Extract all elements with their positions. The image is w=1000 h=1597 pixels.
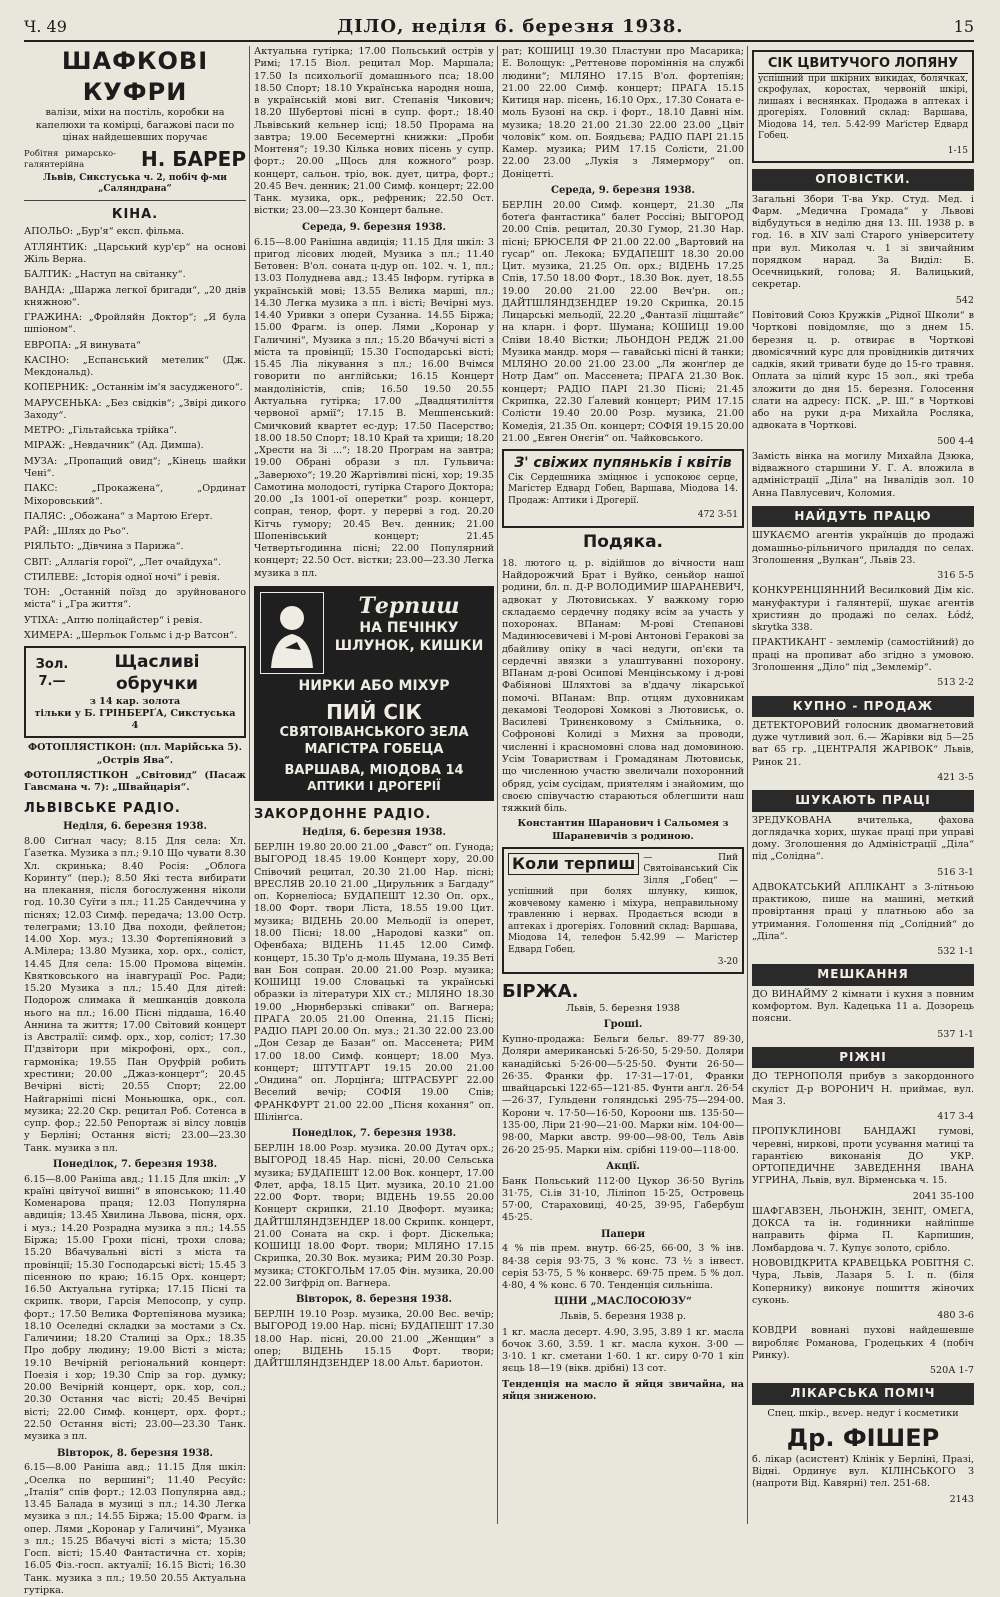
maslosoyuz-body: 1 кг. масла десерт. 4.90, 3.95, 3.89 1 кг. масла бочок 3.60, 3.59. 1 кг. масла кухон. 3·00 — 3·10. 1 кг. сметани 1·60. 1 кг. сиру 0·70 1 кіп яєць 18—19 (вікв. дрібні) 13 сот. <box>502 1326 744 1375</box>
koly-title: Коли терпиш <box>508 853 639 875</box>
radio-program: 6.15—8.00 Ранішна авдиція; 11.15 Для шкіл: 3 пригод лісових людей, Музика з пл.; 11.40 Бетовен: В'ол. соната ц-дур оп. 102. ч. 1, пл.; 13.03 Полуднева авд.; 13.45 Інформ. гутірка в українській мові; 13.55 Велика марші, пл.; 14.30 Легка музика з пл. і вісті; Вечірні муз. 14.40 Уривки з опери Сузанна. 14.55 Біржа; 15.00 Фрагм. із опер. Лями „Коронар у Галичині“, Музика з пл.; 15.20 Вбачучі вісті з міста та провінції; 15.30 Господарські вісті; 15.45 Ліа лікування з пл.; 16.00 Вчімся говорити по англійськи; 16.15 Концерт мандоліністів, спів; 16.50 19.50 20.55 Актуальна гутірка; 17.00 „Двадцятиліття червоної армії“; 17.15 В. Мешпенський: Смичковий квартет ес-дур; 17.50 Пасерство; 18.00 18.50 Спорт; 18.10 Край та хрищи; 18.20 „Хрести на Зі ...“; 18.20 Програм на завтра; 19.00 Обрані образи з пл. Гульвича: „Заверюхо“; 19.20 Жартівливі пісні, хор; 19.35 Самотина молодості, гутірка Старого Доктора; 20.00 „Із 1001-ої оперетки“ розр. концерт, сопран, тенор, форт. у перерві з год. 20.20 Кітчь гумору; 20.45 Веч. денник; 21.00 Шопенівський концерт; 21.45 Четвертьгодинна пісні; 22.00 Популярний концерт; 22.50 Ост. вістки; 23.00—23.30 Легка музика з пл. <box>254 236 494 579</box>
lviv-radio-title: ЛЬВІВСЬКЕ РАДІО. <box>24 800 181 816</box>
kina-item: КАСІНО: „Еспанський метелик“ (Дж. Мекдональд). <box>24 354 246 379</box>
ad-body: АДВОКАТСЬКИЙ АПЛІКАНТ з 3-літньою практикою, пише на машині, меткий провіртання праці у платньою або за утримання. Голошення під „Солідний“ до „Діла“. <box>752 881 974 942</box>
ad-code: 537 1-1 <box>937 1028 974 1040</box>
rings-firm: тільки у Б. ГРІНБЕРҐА, Сикстуська 4 <box>34 707 236 732</box>
ad-body: ДО ВИНАЙМУ 2 кімнати і кухня з повним комфортом. Вул. Кадецька 11 а. Дозорець поясни. <box>752 988 974 1025</box>
ad-body: ПРАКТИКАНТ - землемір (самостійний) до праці на пропиват або згідно з умовою. Зголошення „Діло“ під „Землемір“. <box>752 637 974 673</box>
ad-code: 513 2-2 <box>937 677 974 689</box>
rings-ad <box>24 646 246 738</box>
kufry-title: ШАФКОВІ КУФРИ <box>61 47 209 106</box>
kina-item: АПОЛЬО: „Бур'я“ експ. фільма. <box>24 226 185 238</box>
likar-sub: Спец. шкір., вενер. недуг і косметики <box>767 1407 959 1419</box>
page-number-left: Ч. 49 <box>24 16 67 36</box>
birzha-title: БІРЖА. <box>502 981 579 1003</box>
prac-title: НАЙДУТЬ ПРАЦЮ <box>752 506 974 527</box>
kina-item: ПАЛЯС: „Обожана“ з Мартою Еґерт. <box>24 510 213 522</box>
kina-item: ЕВРОПА: „Я винувата“ <box>24 339 141 351</box>
birzha-date: Львів, 5. березня 1938 <box>566 1003 680 1015</box>
terpysh-line: АПТИКИ І ДРОГЕРІЇ <box>307 779 441 794</box>
groshi-title: Гроші. <box>603 1019 643 1031</box>
radio-program: 8.00 Сиґнал часу; 8.15 Для села: Хл. Ґазетка. Музика з пл.; 9.10 Що чувати 8.30 Хл. скринька; 8.40 Росія: „Облога Коринту“ (пер.); 8.50 Які теста вибирати на плекання, після богослуження ніколи год. 10.30 Суїти з пл.; 11.25 Сандеччина у піснях; 12.03 Симф. передача; 13.00 Остр. телеграми; 13.10 Два походи, фейлетон; 14.00 Хор. муз.; 13.30 Фортепіяновий з А.Мілера; 13.80 Музика, хор. орх., соліст, 14.45 Для села: 15.00 Промова віцемін. Квятковського на інавгурації Рос. Ради; 15.20 Музика з пл.; 15.40 Для дітей: Подорож слимака й мешканців довкола нього на пл.; 16.00 Пісні піддаша, 16.40 Аннина та життя; 17.00 Світовий концерт із Австралії: симф. орх., хор, соліст; 17.30 П'дзвітори при мікрофоні, орх., сол., гармоніка; 19.55 Пан Оруфрій робить хрестини; 20.00 „Джаз-концерт“; 20.45 Вечірні вісті; 20.55 Спорт; 22.00 Найгарніші пісні Моньюшка, орк., сол. музика; 22.20 Скр. рецитал Роб. Сотенса в супр. фор.; 22.50 Репортаж зі вілсу ловців у Берліні; Остання вісті; 23.00—23.30 Танк. музика з пл. <box>24 835 246 1154</box>
ad-body: ШАФГАВЗЕН, ЛЬОНЖІН, ЗЕНІТ, ОМЕГА, ДОКСА та ін. годинники найліпше направить фірма П. Карпишин, Ломбардова ч. 7. Купує золото, срібло. <box>752 1205 974 1254</box>
foto-1: ФОТОПЛЯСТІКОН: (пл. Марійська 5). „Острів Ява“. <box>28 742 242 766</box>
kina-item: ВАНДА: „Шаржа легкої бригади“, „20 днів княжною“. <box>24 284 246 308</box>
likar-title: ЛІКАРСЬКА ПОМІЧ <box>752 1383 974 1404</box>
column-divider <box>497 46 498 1524</box>
radio-program: БЕРЛІН 20.00 Симф. концерт, 21.30 „Ля ботеґа фантастика“ балет Россіні; ВЫГОРОД 20.00 Спів. рецитал, 20.30 Гумор, 21.30 Нар. пісні; БРЮСЕЛЯ ФР 21.00 22.00 „Вартовий на гусар“ оп. Лекока; БУДАПЕШТ 18.30 20.00 Цит. музика, 21.25 Оп. орх.; ВІДЕНЬ 17.25 Спів, 17.50 18.00 Форт., 18.30 Вок. дует, 18.55 19.00 20.00 21.00 22.00 Веч'рн. оп.; ДАЙТШЛЯНДЗЕНДЕР 19.20 Скрипка, 20.15 Лицарські мельодії, 22.20 „Фантазії ліцштайє“ на кларн. і форт. Шумана; КОШИЦІ 19.00 Співи 18.40 Вістки; ЛЬОНДОН РЕДЖ 21.00 Музика мандр. моря — гавайські пісні й танки; МІЛЯНО 20.00 21.00 23.00 „Ля жонґлер де Нотр Дам“ оп. Массенета; ПРАГА 21.30 Вок. концерт; РАДІО ПАРІ 21.30 Пісні; 21.45 Скрипка, 22.30 Ґалевий концерт; РИМ 17.15 Солісти 19.40 20.00 Розр. музика, 21.00 Комедія, 21.35 Оп. концерт; СОФІЯ 19.15 20.00 21.00 „Евген Онєгін“ оп. Чайковського. <box>502 199 744 444</box>
opov-code: 500 4-4 <box>937 435 974 447</box>
kina-list <box>24 226 246 642</box>
sik-body: успішний при шкірних викидах, болячках, скрофулах, коростах, червоній шкірі, лишаях і веснянках. Продажа в аптеках і дрогеріях. Головний склад: Варшава, Міодова 14, тел. 5.42-99 Маґістер Едвард Гобец. <box>758 73 968 142</box>
kina-item: МАРУСЕНЬКА: „Без свідків“; „Звірі дикого Заходу“. <box>24 397 246 421</box>
radio-program: 6.15—8.00 Раніша авд.; 11.15 Для шкіл: „У країні цвітучої вишні“ в японською; 11.40 Коменарова праця; 12.03 Популярна авдиція; 13.45 Хвилина Львова, пісня, орх. і муз.; 14.20 Розрадна музика з пл.; 14.55 Біржа; 15.00 Грохи пісні, трохи слова; 15.20 Вбачувальні вісті з міста та провінції; 15.30 Господарські вісті; 15.45 З пісенною по краю; 16.15 Орх. концерт; 16.50 Актуальна гутірка; 17.15 Пісні та скрипк. твори, Гарсія Мепосопр, у супр. форт.; 17.50 Велика Фортепіянова музика; 18.10 Оселедні складки за мостами з Сх. Галичини; 18.20 Сталиці за Орх.; 18.35 Про добру людину; 19.00 Вісті з міста; 19.10 Вечірній регіональний концерт: Поезія і хор; 19.30 Спір за гор. думку; 20.00 Вечірній концерт, орк. хор, сол.; 20.30 Остання час вісті; 20.45 Вечірні вісті; 22.00 Симф. концерт, орх. форт.; 22.50 Остання вісті; 23.00—23.30 Танк. музика з пл. <box>24 1173 246 1443</box>
kufry-name: Н. БАРЕР <box>141 147 246 172</box>
kupno-title: КУПНО - ПРОДАЖ <box>752 696 974 717</box>
ad-body: КОНКУРЕНЦІЯННИЙ Весилковий Дім кіс. мануфактури і ґалянтерії, шукає агентів християн до продажі по селах. Łódź, skrytka 338. <box>752 585 974 634</box>
ad-code: 520А 1-7 <box>929 1365 974 1377</box>
ad-code: 2041 35-100 <box>912 1190 974 1202</box>
opovistky-title: ОПОВІСТКИ. <box>752 169 974 190</box>
kina-item: ХИМЕРА: „Шерльок Гольмс і д-р Ватсон“. <box>24 629 238 641</box>
maslosoyuz-note: Тенденція на масло й яйця звичайна, на яйця зниженою. <box>502 1378 744 1402</box>
opov-body: Повітовий Союз Кружків „Рідної Школи“ в Чорткові повідомляє, що з днем 15. березня ц. р. отвирає в Чорткові двомісячний курс для провідників дитячих садків, який тривати буде до 15-го травня. Оплата за цілий курс 15 зол., які треба зложити до дня 15. березня. Голосення слати на адресу: ПСК. „Р. Ш.“ в Чорткові або на руки д-ра Михайла Росляка, адвоката в Чорткові. <box>752 309 974 432</box>
shuk-title: ШУКАЮТЬ ПРАЦІ <box>752 790 974 811</box>
column-divider <box>249 46 250 1524</box>
papery-body: 4 % пів прем. внутр. 66·25, 66·00, 3 % інв. 84·38 серія 93·75, 3 % конс. 73 ½ з інвест. серія 53·75, 5 % конверс. 69·75 прем. 5 % дол. 4·80, 4 % конс. 6 70. Тенденція сильніша. <box>502 1243 744 1292</box>
ad-body: НОВОВІДКРИТА КРАВЕЦЬКА РОБІТНЯ С. Чура, Львів, Лазаря 5. І. п. (біля Копернику) виконує пошиття жіночих суконь. <box>752 1257 974 1306</box>
akcii-body: Банк Польський 112·00 Цукор 36·50 Вугіль 31·75, Сі.ів 31·10, Ліліпоп 15·25, Островець 57·00, Стараховиці, 40·25, 39·95, Габербуш 45·25. <box>502 1175 744 1224</box>
maslosoyuz-date: Львів, 5. березня 1938 р. <box>559 1311 687 1323</box>
day-heading: Вівторок, 8. березня 1938. <box>56 1447 214 1459</box>
opov-body: Загальні Збори Т-ва Укр. Студ. Мед. і Фарм. „Медична Громада“ у Львові відбудуться в неділю дня 13. III. 1938 р. в год. 16. в XIV залі Старого університету при вул. Миколая ч. 1 зі звичайним порядком нарад. За Виділ: Б. Осечницький, голова; Я. Валицький, секретар. <box>752 193 974 291</box>
opov-code: 542 <box>955 294 974 306</box>
terpysh-line: ШЛУНОК, КИШКИ <box>334 638 484 655</box>
flowers-ad <box>502 449 744 528</box>
kina-item: АТЛЯНТИК: „Царський кур'єр“ на основі Жіль Верна. <box>24 241 246 266</box>
foreign-radio-title: ЗАКОРДОННЕ РАДІО. <box>254 806 432 822</box>
terpysh-line: НИРКИ АБО МІХУР <box>298 677 450 694</box>
kufry-ad <box>24 46 246 196</box>
kina-title: КІНА. <box>111 206 159 222</box>
kina-item: МЕТРО: „Гільтайська трійка“. <box>24 425 177 437</box>
ad-code: 316 5-5 <box>937 570 974 582</box>
day-heading: Середа, 9. березня 1938. <box>551 184 695 196</box>
papery-title: Папери <box>600 1228 645 1240</box>
column-3 <box>502 46 744 1524</box>
kina-item: МУЗА: „Пропащий овид“; „Кінець шайки Чені“. <box>24 455 246 479</box>
terpysh-line: ВАРШАВА, МІОДОВА 14 <box>284 762 464 778</box>
likar-body: б. лікар (асистент) Клінік у Берліні, Празі, Відні. Ординує вул. КІЛІНСЬКОГО З (напроти Від. Кавярні) тел. 251-68. <box>752 1453 974 1490</box>
rings-sub: з 14 кар. золота <box>89 695 181 707</box>
kufry-address: Львів, Сикстуська ч. 2, побіч ф-ми „Саляндрана“ <box>43 172 227 195</box>
groshi-body: Купно-продажа: Бельги бельг. 89·77 89·30, Доляри американські 5·26·50, 5·29·50. Доляри канадійські 5·26·00—5·25·50. Фунти 26·50—26·35. Франки фр. 17·31—17·01, Франки швайцарські 122·65—121·85. Фунти анґл. 26·54—26·37, Гульдени голяндські 295·75—294·00. Корони ч. 17·50—16·50, Короони шв. 135·50—135·00, Ліри 21·90—21·00. Марки нім. 104·00—98·00, Марки австр. 99·00—98·00, Тель Авів 26·20 25·95. Марки нім. срібні 119·00—118·00. <box>502 1034 744 1156</box>
sik-lopyanu-ad <box>752 50 974 163</box>
ad-code: 417 3-4 <box>937 1111 974 1123</box>
ad-code: 421 3-5 <box>937 771 974 783</box>
rizhni-title: РІЖНІ <box>752 1047 974 1068</box>
man-portrait-icon <box>260 592 324 674</box>
sik-code: 1-15 <box>947 145 968 156</box>
podyaka-sign: Константин Шаранович і Сальомея з Шараневичів з родиною. <box>517 818 729 842</box>
day-heading: Неділя, 6. березня 1938. <box>63 821 207 833</box>
maslosoyuz-title: ЦІНИ „МАСЛОСОЮЗУ“ <box>554 1296 692 1308</box>
radio-program: БЕРЛІН 19.80 20.00 21.00 „Фавст“ оп. Гунода; ВЫГОРОД 18.45 19.00 Концерт хору, 20.00 Співочий рецитал, 20.30 21.00 Нар. пісні; ВРЕСЛЯВ 20.10 21.00 „Цирульник з Багдаду“ оп. Корнеліоса; БУДАПЕШТ 12.30 Оп. орх., 18.00 Форт. твори Ліста, 18.55 19.00 Цит. музика; ВІДЕНЬ 20.00 Мельодії із оперет, 18.00 Пісні; 18.00 „Народові казки“ оп. Офенбаха; ВІДЕНЬ 11.45 12.00 Симф. концерт, 15.30 Тр'о д-моль Шумана, 19.35 Веті ван Бон сопран. 20.00 21.00 Розр. музика; КОШИЦІ 19.00 Словацькі та українські образки із літератури ХІХ ст.; МІЛЯНО 18.30 19.00 „Нюрнберзькі співаки“ оп. Вагнера; ПРАГА 20.05 21.00 Опенна, 21.15 Пісні; РАДІО ПАРІ 20.00 Оп. муз.; 21.30 22.00 23.00 „Дон Сезар де Базан“ оп. Массенета; РИМ 17.00 18.00 Симф. концерт; 18.00 Муз. концерт; ШТУТГАРТ 19.15 20.00 21.00 „Ондина“ оп. Лорцінґа; ШТРАСБУРГ 22.00 Веселий вечір; СОФІЯ 19.00 Спів; ФРАНКФУРТ 21.00 22.00 „Пісня кохання“ оп. Шілінґса. <box>254 842 494 1123</box>
ad-body: ДО ТЕРНОПОЛЯ прибув з закордонного скуліст Д-р ВОРОНИЧ Н. приймає, вул. Мая 3. <box>752 1071 974 1107</box>
kina-item: СТИЛЕВЕ: „Історія одної ночі“ і ревія. <box>24 571 220 583</box>
terpysh-line: СВЯТОІВАНСЬКОГО ЗЕЛА <box>279 725 469 741</box>
podyaka-body: 18. лютого ц. р. відійшов до вічности наш Найдорожчий Брат і Вуйко, сеньйор нашої родини, бл. п. Д-Р ВОЛОДИМИР ШАРАНЕВИЧ, адвокат у Лютовиськах. У важкому горю складаємо сердечну подяку всім за участь у похоронах. ВПанам: М-рові Степанові Мадинюсевичеві і М-рові Антонові Геракові за дбайливу опіку в часі недуги, оп'єки та сердечні звязки з улаштуванні похорону. ВПанам д-рові Осипові Менцінському і д-рові Фабіянові Шляхтові за в'ддачу лікарської помочі. ВПанам: Впр. отцям духовникам декамові Теодорові Хомкові з Лютовиськ, о. Василеві Тринєнковому з Смільника, о. Софронові Колиді з Михня за проводи, численні і красномовні слова над домовиною. Усім Товариствам і Громадянам Лютовиськ, що численною участю звеличали похоронний обряд, усім сусідам, приятелям і знайомим, що своєю співучастю стараються облегшити наш тяжкий біль. <box>502 557 744 815</box>
day-heading: Середа, 9. березня 1938. <box>302 221 446 233</box>
koly-code: 3-20 <box>717 956 738 967</box>
radio-program: рат; КОШИЦІ 19.30 Пластуни про Масарика; Е. Волощук: „Реттенове пороміннія на службі людини“; МІЛЯНО 17.15 В'ол. фортепіян; 21.00 22.00 Симф. концерт; ПРАГА 15.15 Китиця нар. пісень, 16.10 Орх., 17.30 Соната е-моль Бузоні на скр. і форт., 18.10 Давні нім. музика; 18.20 21.00 21.30 22.00 23.00 „Цвіт чоловік“ ком. оп. Боядьєва; РАДІО ПАРІ 21.15 Камер. музика; РИМ 17.15 Солісти, 21.00 22.00 23.00 „Лукія з Лямермору“ оп. Доніцетті. <box>502 46 744 180</box>
ad-code: 516 3-1 <box>937 866 974 878</box>
likar-name: Др. ФІШЕР <box>786 1424 940 1452</box>
akcii-title: Акції. <box>606 1160 640 1172</box>
ad-body: ДЕТЕКТОРОВИЙ голосник двомагнетовий дуже чутливий зол. 6.— Жарівки від 5—25 ват 65 гр. „ЦЕНТРАЛЯ ЖАРІВОК“ Львів, Ринок 21. <box>752 719 974 768</box>
column-1 <box>24 46 246 1596</box>
podyaka-title: Подяка. <box>582 532 664 552</box>
kina-item: СВІТ: „Аллагія горої“, „Лет очайдуха“. <box>24 556 221 568</box>
kina-item: ТОН: „Останній поїзд до зруйнованого міста“ і „Гра життя“. <box>24 587 246 611</box>
rings-title: Щасливі обручки <box>114 652 200 694</box>
column-2 <box>254 46 494 1524</box>
ad-body: ПРОПУКЛИНОВІ БАНДАЖІ гумові, черевні, ниркові, проти усування матиці та гарантією виконанія ДО УКР. ОРТОПЕДИЧНЕ ЗАВЕДЕННЯ ІВАНА УГРИНА, Львів, вул. Вірменська ч. 15. <box>752 1126 974 1187</box>
terpysh-ad <box>254 586 494 801</box>
flowers-body: Сік Сердешника зміцнює і успокоює серце, Магістер Едвард Гобец, Варшава, Міодова 14. Продаж: Аптики і Дрогерії. <box>508 472 738 506</box>
kina-item: РІЯЛЬТО: „Дівчина з Парижа“. <box>24 541 184 553</box>
ad-body: ЗРЕДУКОВАНА вчителька, фахова доглядачка хорих, шукає праці при управі дому. Зголошення до Адміністрації „Діла“ під „Солідна“. <box>752 814 974 863</box>
sik-title: СІК ЦВИТУЧОГО ЛОПЯНУ <box>758 56 968 74</box>
likar-code: 2143 <box>949 1493 974 1505</box>
day-heading: Вівторок, 8. березня 1938. <box>295 1294 453 1306</box>
day-heading: Неділя, 6. березня 1938. <box>302 827 446 839</box>
kina-item: КОПЕРНИК: „Останнім ім'я засудженого“. <box>24 382 243 394</box>
radio-program: Актуальна гутірка; 17.00 Польський острів у Римі; 17.15 Віол. рецитал Мор. Маршала; 17.50 Із психольоґії домашнього пса; 18.00 18.50 Спорт; 18.10 Українська народня ноша, в українській мові виг. Степанія Чикович; 18.20 Шубертові пісні в супр. форт.; 18.40 Львівський кельнер ісці; 18.50 Прорама на завтра; 19.00 Бесемертні книжки: „Проби Монтеня“; 19.30 Кілька нових пісень у супр. форт.; 20.00 „Щось для кожного“ розр. концерт, сальон. тріо, вок. дует, цитра, форт.; 20.45 Веч. денник; 21.00 Симф. концерт; 22.00 Танк. музика, орк., рефреник; 22.50 Ост. вістки; 23.00—23.30 Концерт бальне. <box>254 46 494 217</box>
koly-body: — Пий Святоіванський Сік Зілля „Гобец“ — успішний при болях шлунку, кишок, жовчевому каменю і міхура, неправильному травленню і нервах. Продається всюди в аптеках і дрогеріях. Головний склад: Варшава, Міодова 14, телефон 5.42.99 — Магістер Едвард Гобец. <box>508 852 738 955</box>
day-heading: Понеділок, 7. березня 1938. <box>291 1128 457 1140</box>
radio-program: БЕРЛІН 18.00 Розр. музика. 20.00 Дутач орх.; ВЫГОРОД 18.45 Нар. пісні, 20.00 Сельська музика; БУДАПЕШТ 12.00 Вок. концерт, 17.00 Флет, арфа, 18.15 Цит. музика, 20.10 21.00 22.00 Форт. твори; ВІДЕНЬ 19.55 20.00 Концерт скрипки, 21.10 Двофорт. музика; ДАЙТШЛЯНДЗЕНДЕР 18.00 Скрипк. концерт, 21.00 Соната на скр. і форт. Діскелька; КОШИЦІ 18.00 Форт. твори; МІЛЯНО 17.15 Скрипка, 20.30 Вок. музика; РИМ 20.30 Розр. музика; СТОКГОЛЬМ 17.05 Фін. музика, 20.00 22.00 Зиґфрід оп. Вагнера. <box>254 1143 494 1289</box>
terpysh-brand: Терпиш <box>358 592 460 619</box>
foto-2: ФОТОПЛЯСТІКОН „Світовид“ (Пасаж Гавсмана ч. 7): „Швайцарія“. <box>24 770 246 794</box>
masthead <box>24 12 974 42</box>
rings-price: Зол. 7.— <box>35 657 69 689</box>
ad-body: ШУКАЄМО агентів українців до продажі домашньо-рільничого приладдя по селах. Зголошення „Вулкан“, Львів 23. <box>752 530 974 566</box>
column-4 <box>752 46 974 1524</box>
ad-body: КОВДРИ вовнані пухові найдешевше виробляє Романова, Гродецьких 4 (побіч Ринку). <box>752 1325 974 1361</box>
kufry-firm: Робітня римарсько-галянтерійна <box>24 149 116 171</box>
column-divider <box>747 46 748 1524</box>
kina-item: БАЛТИК: „Наступ на світанку“. <box>24 269 186 281</box>
terpysh-line: ПИЙ СІК <box>326 699 422 724</box>
kina-item: ГРАЖИНА: „Фройляйн Доктор“; „Я була шпіоном“. <box>24 312 246 336</box>
ad-code: 480 3-6 <box>937 1310 974 1322</box>
kina-item: РАЙ: „Шлях до Рьо“. <box>24 526 130 538</box>
kina-item: УТІХА: „Аптю поліцайстер“ і ревія. <box>24 614 203 626</box>
page-number-right: 15 <box>953 16 974 36</box>
day-heading: Понеділок, 7. березня 1938. <box>52 1158 218 1170</box>
flowers-title: З' свіжих пупяньків і квітів <box>514 455 732 472</box>
terpysh-line: МАГІСТРА ГОБЕЦА <box>304 742 444 758</box>
kina-item: МІРАЖ: „Невдачник“ (Ад. Димша). <box>24 440 204 452</box>
kina-item: ПАКС: „Прокажена“, „Ординат Міхоровський“. <box>24 483 246 507</box>
radio-program: БЕРЛІН 19.10 Розр. музика, 20.00 Вес. вечір; ВЫГОРОД 19.00 Нар. пісні; БУДАПЕШТ 17.30 18.00 Нар. пісні, 20.00 21.00 „Женщин“ з опер; ВІДЕНЬ 15.15 Форт. твори; ДАЙТШЛЯНДЗЕНДЕР 18.00 Альт. бариотон. <box>254 1309 494 1370</box>
mesh-title: МЕШКАННЯ <box>752 964 974 985</box>
radio-program: 6.15—8.00 Раніша авд.; 11.15 Для шкіл: „Оселка по вершині“; 11.40 Ресуйс: „Італія“ спів форт.; 12.03 Популярна авд.; 13.45 Балада в музиці з пл.; 14.30 Легка музика з пл.; 14.55 Біржа; 15.00 Фрагм. із опер. Лями „Коронар у Галичині“, Музика з пл.; 15.25 Вбачучі вісті з міста; 15.30 Госп. вісті; 15.40 Фантастична ст. хорів; 16.05 Фіз.-госп. актуалії; 16.15 Вісті; 16.30 Танк. музика з пл.; 19.50 20.55 Актуальна гутірка. <box>24 1462 246 1596</box>
kufry-body: валізи, міхи на постіль, коробки на капелюхи та комірці, багажові паси по цінах найдешевших поручає <box>35 107 235 143</box>
terpysh-line: НА ПЕЧІНКУ <box>359 620 459 637</box>
flowers-code: 472 3-51 <box>697 510 738 521</box>
koly-terpysh-ad <box>502 847 744 974</box>
ad-code: 532 1-1 <box>937 946 974 958</box>
newspaper-title: ДІЛО, неділя 6. березня 1938. <box>337 15 684 37</box>
opov-body: Замість вінка на могилу Михайла Дзюка, відважного старшини У. Г. А. вложила в адміністрації „Діла“ на Інвалідів зол. 10 Анна Павлусевич, Коломия. <box>752 450 974 499</box>
